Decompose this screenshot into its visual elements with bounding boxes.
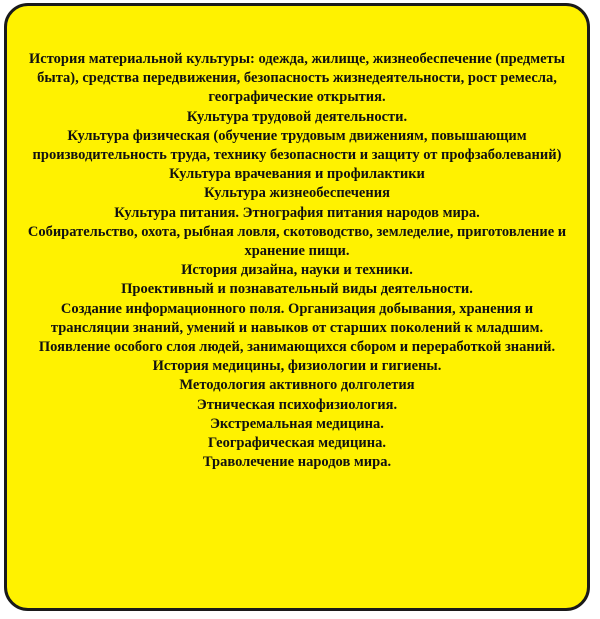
topic-extreme-medicine: Экстремальная медицина.: [210, 415, 384, 432]
topic-longevity: Методология активного долголетия: [179, 377, 415, 394]
topic-life-support-culture: Культура жизнеобеспечения: [204, 185, 390, 202]
topic-activity-types: Проективный и познавательный виды деятельности.: [121, 281, 473, 298]
topic-gathering-hunting: Собирательство, охота, рыбная ловля, скотоводство, земледелие, приготовление и хранение пищи.: [27, 223, 567, 260]
topic-design-history: История дизайна, науки и техники.: [181, 262, 413, 279]
topic-list: [21, 50, 573, 472]
topic-ethnic-psychophysiology: Этническая психофизиология.: [196, 396, 398, 413]
topic-medicine-history: История медицины, физиологии и гигиены.: [152, 358, 442, 375]
topic-labor-culture: Культура трудовой деятельности.: [186, 108, 408, 125]
topic-nutrition-culture: Культура питания. Этнография питания народов мира.: [114, 204, 480, 221]
topic-material-culture: История материальной культуры: одежда, жилище, жизнеобеспечение (предметы быта), средства передвижения, безопасность жизнедеятельности, рост ремесла, географические открытия.: [29, 51, 565, 106]
topic-healing-culture: Культура врачевания и профилактики: [169, 166, 425, 183]
topic-knowledge-keepers: Появление особого слоя людей, занимающихся сбором и переработкой знаний.: [38, 339, 556, 356]
topic-physical-culture: Культура физическая (обучение трудовым движениям, повышающим производительность труда, технику безопасности и защиту от профзаболеваний): [32, 127, 562, 164]
topic-herbal-medicine: Траволечение народов мира.: [202, 454, 392, 471]
topic-information-field: Создание информационного поля. Организация добывания, хранения и трансляции знаний, умений и навыков от старших поколений к младшим.: [50, 300, 544, 336]
topic-geographic-medicine: Географическая медицина.: [208, 435, 386, 452]
yellow-info-card: [4, 3, 590, 611]
